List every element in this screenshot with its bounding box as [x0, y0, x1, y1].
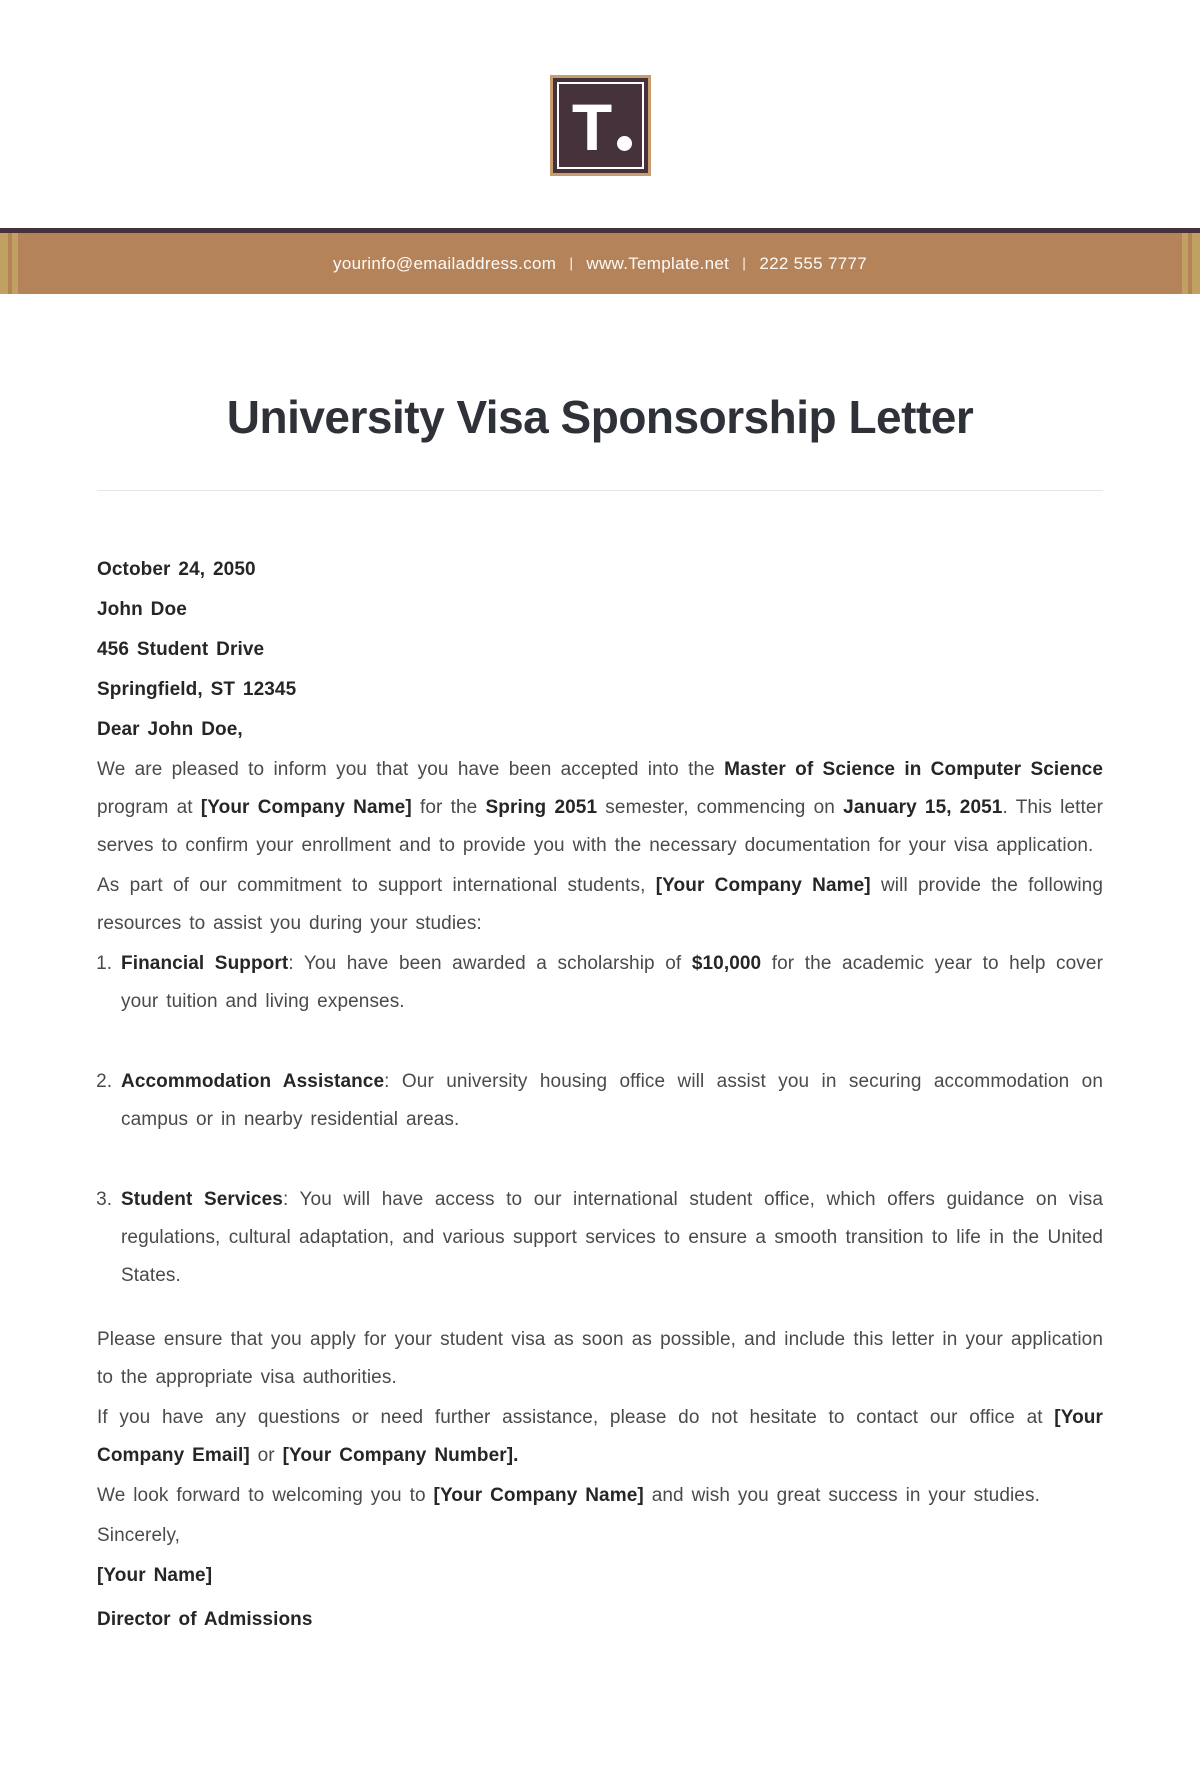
logo-letter: T [571, 89, 613, 164]
salutation: Dear John Doe, [97, 719, 243, 740]
document-page [97, 388, 1103, 1639]
letter-paragraph: As part of our commitment to support international students, [Your Company Name] will provide the following resources to assist you during your studies: [97, 875, 1103, 934]
contact-info [333, 254, 867, 274]
contact-website: www.Template.net [586, 253, 730, 273]
logo-t-icon [571, 89, 632, 164]
contact-bar [0, 228, 1200, 294]
letter-body [97, 751, 1103, 1515]
recipient-address-line1: 456 Student Drive [97, 639, 265, 660]
list-item: 1. Financial Support: You have been awarded a scholarship of $10,000 for the academic year to help cover your tuition and living expenses. [120, 945, 1103, 1021]
title-divider [97, 490, 1103, 491]
brand-logo [550, 75, 651, 176]
logo-dot [617, 136, 632, 151]
letter-date: October 24, 2050 [97, 559, 256, 580]
contact-email: yourinfo@emailaddress.com [333, 253, 557, 273]
resource-list [97, 945, 1103, 1295]
signature-title: Director of Admissions [97, 1609, 313, 1630]
gold-stripe-right [1182, 233, 1200, 294]
closing: Sincerely, [97, 1525, 181, 1546]
letter-paragraph: We look forward to welcoming you to [Your Company Name] and wish you great success in your studies. [97, 1485, 1040, 1506]
contact-phone: 222 555 7777 [759, 253, 867, 273]
letter-paragraph: Please ensure that you apply for your student visa as soon as possible, and include this letter in your application to the appropriate visa authorities. [97, 1329, 1103, 1388]
recipient-address-line2: Springfield, ST 12345 [97, 679, 297, 700]
letter [97, 551, 1103, 1639]
page-title: University Visa Sponsorship Letter [226, 391, 974, 443]
recipient-name: John Doe [97, 599, 187, 620]
contact-separator: | [569, 255, 574, 272]
gold-stripe-left [0, 233, 18, 294]
letter-paragraph: If you have any questions or need further assistance, please do not hesitate to contact our office at [Your Company Email] or [Your Company Number]. [97, 1407, 1103, 1466]
letterhead [0, 75, 1200, 294]
contact-separator: | [742, 255, 747, 272]
list-item: 3. Student Services: You will have access to our international student office, which offers guidance on visa regulations, cultural adaptation, and various support services to ensure a smooth transition to life in the United States. [120, 1181, 1103, 1295]
list-item: 2. Accommodation Assistance: Our university housing office will assist you in securing accommodation on campus or in nearby residential areas. [120, 1063, 1103, 1139]
signature-name: [Your Name] [97, 1565, 213, 1586]
letter-paragraph: We are pleased to inform you that you have been accepted into the Master of Science in Computer Science program at [Your Company Name] for the Spring 2051 semester, commencing on January 15, 2051. This letter serves to confirm your enrollment and to provide you with the necessary documentation for your visa application. [97, 759, 1104, 856]
